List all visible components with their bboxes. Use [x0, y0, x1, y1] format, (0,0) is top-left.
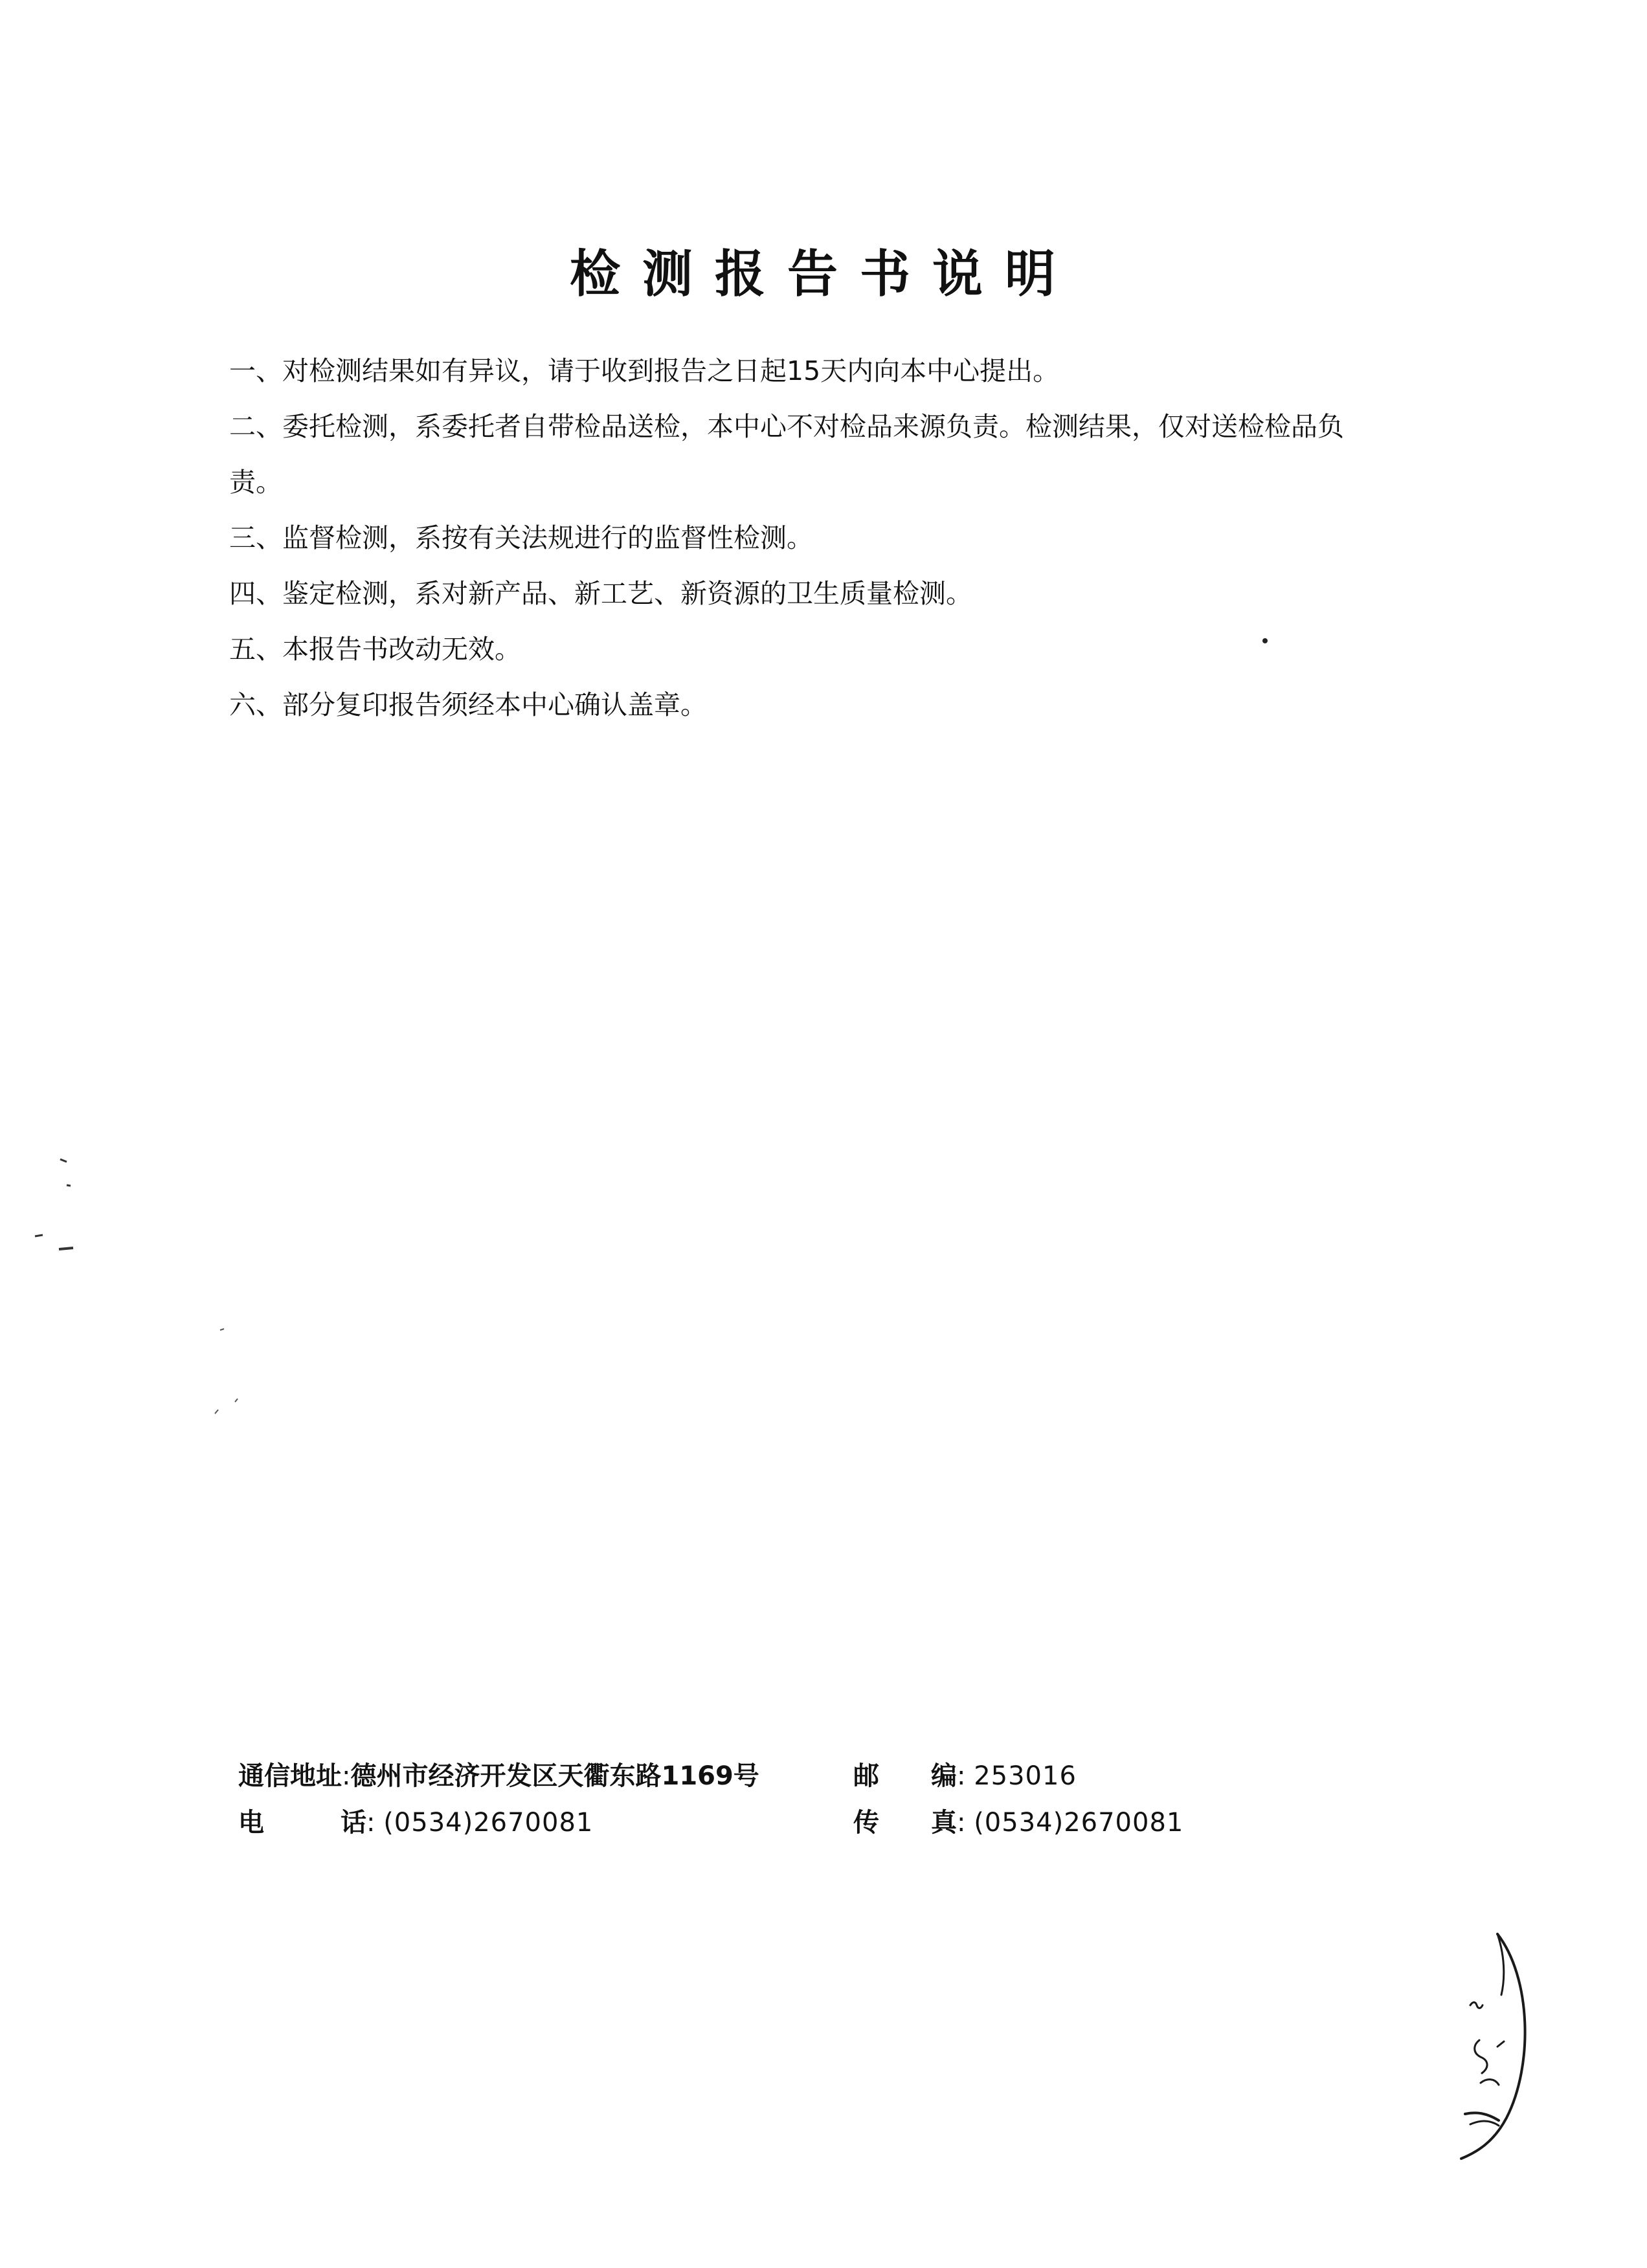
fax-field [853, 1803, 1183, 1842]
address-field [238, 1757, 759, 1796]
postcode-field [853, 1757, 1077, 1796]
address-value: 德州市经济开发区天衢东路1169号 [350, 1761, 759, 1791]
note-item-6: 六、部分复印报告须经本中心确认盖章。 [229, 689, 707, 720]
address-separator: : [342, 1761, 351, 1791]
scan-mark [35, 1235, 43, 1236]
fax-label: 传 真 [853, 1808, 957, 1838]
note-item-5: 五、本报告书改动无效。 [229, 634, 521, 665]
contact-footer [238, 1757, 1339, 1847]
phone-separator: : [366, 1808, 384, 1838]
postcode-value: 253016 [974, 1761, 1077, 1791]
postcode-label: 邮 编 [853, 1761, 957, 1791]
scan-mark [215, 1410, 218, 1414]
footer-row-address-postcode [238, 1757, 1339, 1796]
scan-mark [235, 1399, 238, 1402]
handwritten-signature [1421, 1929, 1538, 2162]
footer-row-phone-fax [238, 1803, 1339, 1842]
postcode-separator: : [957, 1761, 974, 1791]
note-item-4: 四、鉴定检测，系对新产品、新工艺、新资源的卫生质量检测。 [229, 578, 972, 609]
note-item-3: 三、监督检测，系按有关法规进行的监督性检测。 [229, 522, 813, 553]
phone-label: 电 话 [238, 1808, 366, 1838]
phone-field [238, 1803, 593, 1842]
scan-mark [220, 1329, 224, 1330]
note-item-2: 二、委托检测，系委托者自带检品送检，本中心不对检品来源负责。检测结果，仅对送检检品负责。 [229, 411, 1344, 498]
scan-mark [60, 1159, 67, 1162]
address-label: 通信地址 [238, 1761, 342, 1791]
fax-separator: : [957, 1808, 974, 1838]
fax-value: (0534)2670081 [974, 1808, 1184, 1838]
phone-value: (0534)2670081 [383, 1808, 594, 1838]
scan-mark [67, 1185, 71, 1186]
notes-list [229, 343, 1395, 733]
note-item-1: 一、对检测结果如有异议，请于收到报告之日起15天内向本中心提出。 [229, 355, 1060, 386]
document-title: 检测报告书说明 [569, 245, 1077, 304]
scan-mark [59, 1248, 73, 1249]
